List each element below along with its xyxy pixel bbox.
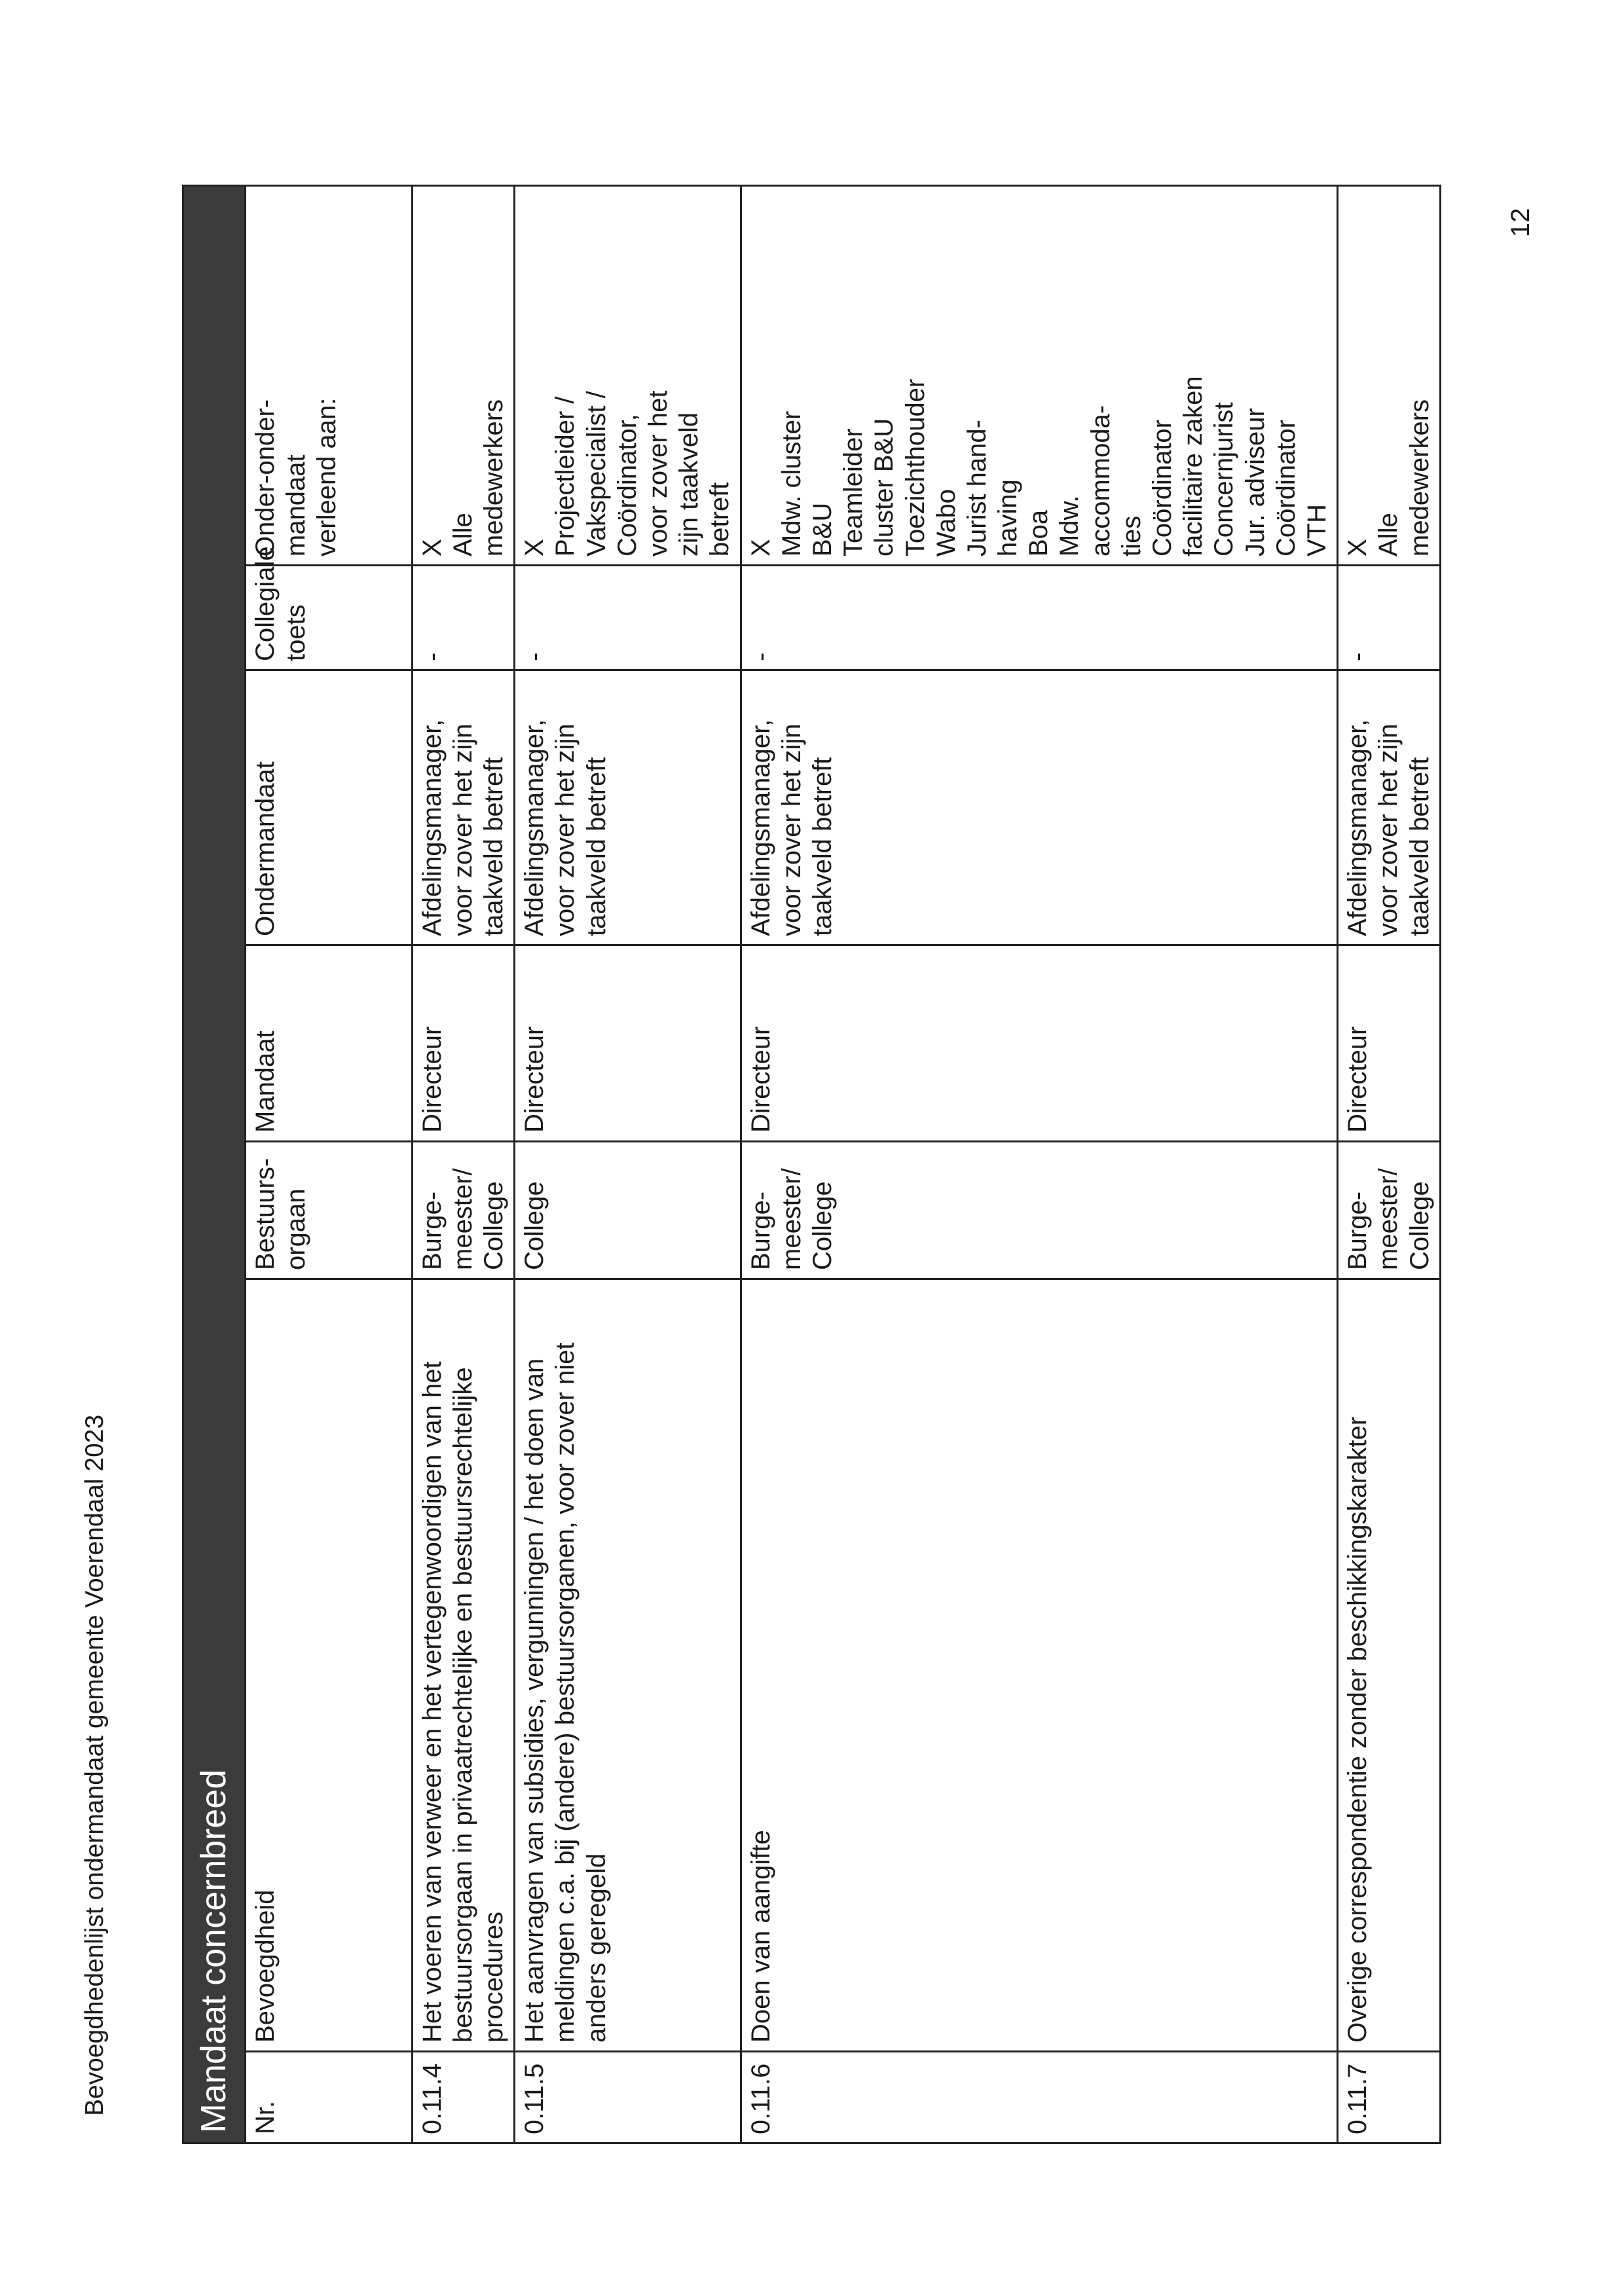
cell-onder-ondermandaat [741, 185, 1338, 565]
cell-line: betreft [705, 482, 735, 556]
cell-bevoegdheid: Het aanvragen van subsidies, vergunningen / het doen van meldingen c.a. bij (andere) bestuursorganen, voor zover niet anders geregeld [515, 1279, 741, 2052]
rotated-table-container [182, 187, 1434, 2144]
table-row [1338, 185, 1441, 2143]
cell-line: voor zover het zijn [777, 723, 806, 936]
col-header-bevoegdheid: Bevoegdheid [245, 1279, 412, 2052]
cell-mandaat: Directeur [1338, 945, 1441, 1142]
cell-bevoegdheid: Het voeren van verweer en het vertegenwoordigen van het bestuursorgaan in privaatrechtelijke en bestuursrechtelijke procedures [412, 1279, 515, 2052]
cell-bestuursorgaan [412, 1142, 515, 1279]
col-header-ondermandaat: Ondermandaat [245, 670, 412, 945]
cell-line: Afdelingsmanager, [417, 719, 447, 936]
col-header-onder-ondermandaat [245, 185, 412, 565]
cell-line: taakveld betreft [807, 757, 837, 936]
cell-bestuursorgaan [1338, 1142, 1441, 1279]
cell-nr: 0.11.5 [515, 2052, 741, 2143]
header-line: orgaan [281, 1188, 310, 1270]
cell-line: Toezichthouder [900, 378, 930, 556]
cell-ondermandaat [1338, 670, 1441, 945]
cell-line: College [479, 1181, 509, 1270]
cell-collegiale-toets: - [1338, 566, 1441, 670]
cell-line: Burge- [417, 1191, 447, 1270]
cell-collegiale-toets: - [412, 566, 515, 670]
header-line: verleend aan: [312, 397, 342, 556]
table-header-row [245, 185, 412, 2143]
cell-line: voor zover het zijn [551, 723, 580, 936]
cell-line: Afdelingsmanager, [746, 719, 775, 936]
cell-line: Alle [448, 513, 477, 556]
cell-collegiale-toets: - [515, 566, 741, 670]
cell-line: Jurist hand- [962, 420, 991, 556]
cell-line: Boa [1024, 509, 1054, 556]
col-header-mandaat: Mandaat [245, 945, 412, 1142]
cell-ondermandaat [741, 670, 1338, 945]
cell-line: Afdelingsmanager, [520, 719, 549, 936]
cell-line: accommoda- [1086, 405, 1115, 556]
cell-onder-ondermandaat [1338, 185, 1441, 565]
cell-line: ties [1116, 515, 1146, 556]
cell-line: College [807, 1181, 837, 1270]
cell-line: Teamleider [839, 428, 868, 556]
col-header-nr: Nr. [245, 2052, 412, 2143]
col-header-collegiale-toets [245, 546, 412, 670]
cell-line: zijn taakveld [674, 412, 704, 556]
cell-line: VTH [1302, 504, 1331, 556]
cell-line: X [417, 539, 447, 556]
cell-line: voor zover het zijn [1374, 723, 1403, 936]
cell-line: Wabo [931, 488, 961, 556]
mandate-table [182, 185, 1441, 2144]
cell-line: cluster B&U [870, 418, 899, 556]
cell-line: meester/ [448, 1168, 477, 1270]
cell-line: taakveld betreft [1405, 757, 1434, 936]
cell-line: Burge- [746, 1191, 775, 1270]
cell-line: Vakspecialist / [581, 391, 611, 556]
cell-nr: 0.11.7 [1338, 2052, 1441, 2143]
header-line: mandaat [281, 454, 310, 556]
table-row [515, 185, 741, 2143]
page-number: 12 [1506, 208, 1535, 238]
cell-line: voor zover het [644, 390, 673, 556]
cell-bestuursorgaan [741, 1142, 1338, 1279]
cell-mandaat: Directeur [515, 945, 741, 1142]
header-line: toets [281, 604, 310, 661]
cell-bevoegdheid: Overige correspondentie zonder beschikkingskarakter [1338, 1279, 1441, 2052]
cell-line: X [746, 539, 775, 556]
cell-line: voor zover het zijn [448, 723, 477, 936]
cell-mandaat: Directeur [741, 945, 1338, 1142]
cell-line: Coördinator, [612, 414, 642, 556]
cell-line: X [520, 539, 549, 556]
cell-line: Jur. adviseur [1240, 408, 1270, 556]
cell-line: taakveld betreft [581, 757, 611, 936]
cell-line: College [1405, 1181, 1434, 1270]
col-header-bestuursorgaan [245, 1142, 412, 1279]
cell-line: Coördinator [1271, 419, 1301, 556]
cell-line: meester/ [777, 1168, 806, 1270]
cell-line: facilitaire zaken [1179, 376, 1208, 556]
cell-nr: 0.11.6 [741, 2052, 1338, 2143]
cell-line: medewerkers [1405, 399, 1434, 556]
cell-line: X [1343, 539, 1373, 556]
cell-line: Mdw. cluster [777, 410, 806, 556]
cell-line: medewerkers [479, 399, 509, 556]
cell-ondermandaat [412, 670, 515, 945]
cell-line: taakveld betreft [479, 757, 509, 936]
cell-mandaat: Directeur [412, 945, 515, 1142]
cell-line: B&U [807, 502, 837, 556]
cell-line: Burge- [1343, 1191, 1373, 1270]
cell-collegiale-toets: - [741, 566, 1338, 670]
header-line: Collegiale [250, 546, 280, 661]
cell-ondermandaat [515, 670, 741, 945]
cell-onder-ondermandaat [515, 185, 741, 565]
document-header: Bevoegdhedenlijst ondermandaat gemeente Voerendaal 2023 [81, 1414, 109, 2116]
cell-line: Afdelingsmanager, [1343, 719, 1373, 936]
cell-line: College [520, 1181, 549, 1270]
cell-bestuursorgaan [515, 1142, 741, 1279]
cell-line: Alle [1374, 513, 1403, 556]
table-row [412, 185, 515, 2143]
header-line: Bestuurs- [250, 1157, 280, 1270]
table-row [741, 185, 1338, 2143]
cell-line: Mdw. [1055, 495, 1084, 556]
cell-line: meester/ [1374, 1168, 1403, 1270]
cell-line: having [993, 479, 1023, 556]
cell-line: Concernjurist [1209, 402, 1239, 556]
cell-line: Coördinator [1148, 419, 1177, 556]
cell-nr: 0.11.4 [412, 2052, 515, 2143]
cell-line: Projectleider / [551, 396, 580, 556]
cell-bevoegdheid: Doen van aangifte [741, 1279, 1338, 2052]
table-title: Mandaat concernbreed [183, 185, 246, 2143]
cell-onder-ondermandaat [412, 185, 515, 565]
header-line: Onder-onder- [250, 399, 280, 556]
